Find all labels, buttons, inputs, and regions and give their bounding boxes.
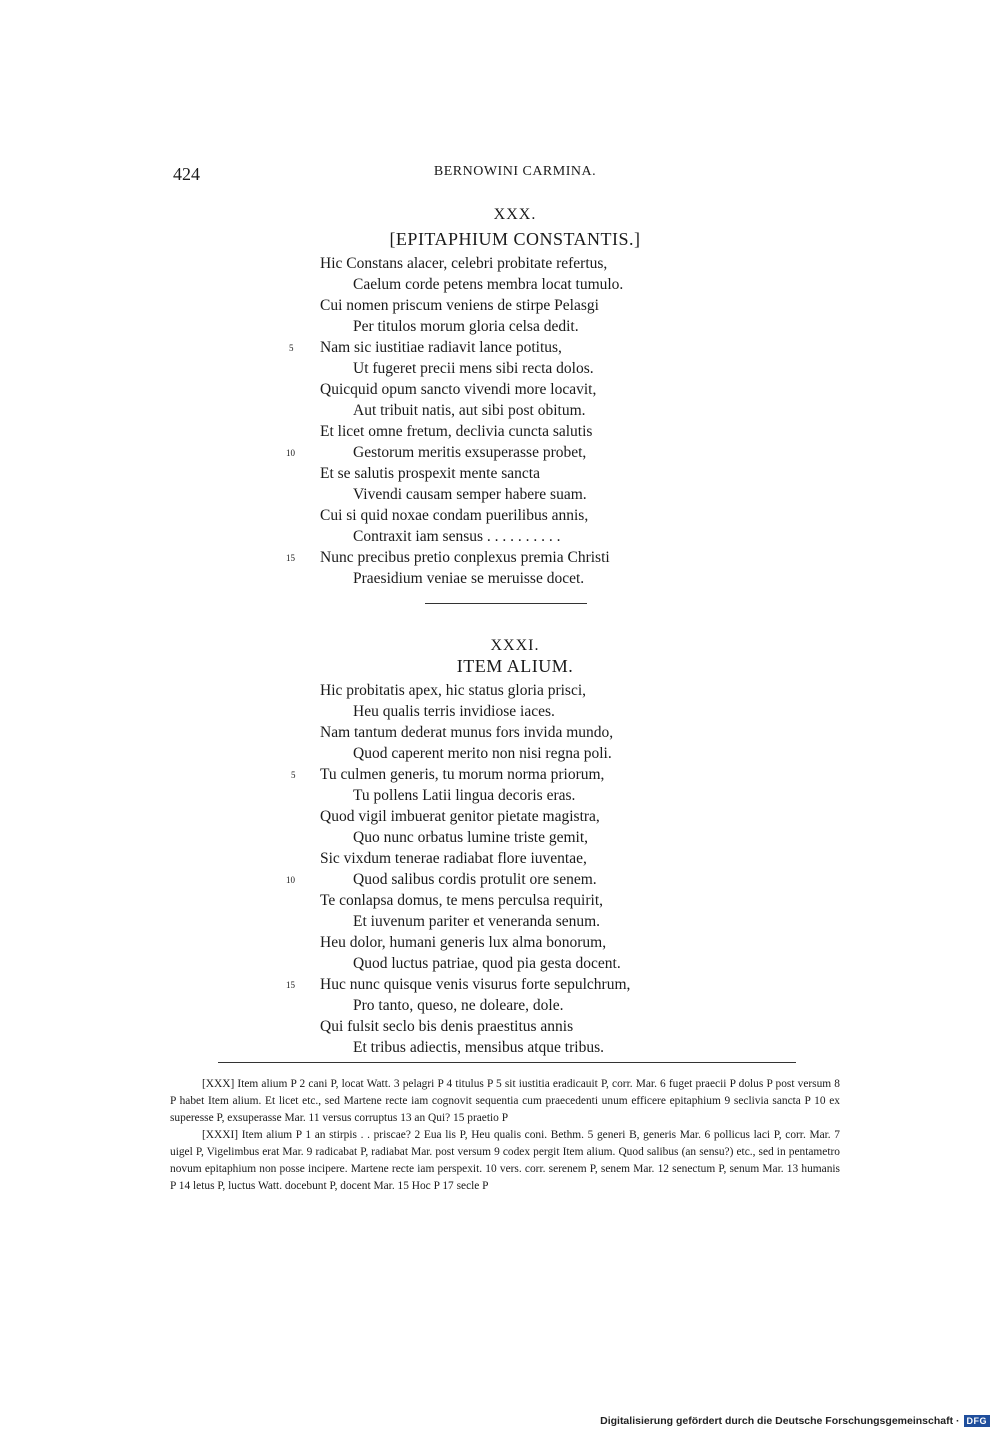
page-number: 424: [173, 164, 200, 184]
verse-line: Et se salutis prospexit mente sancta: [320, 465, 540, 482]
section-divider: [425, 603, 587, 604]
verse-line: Qui fulsit seclo bis denis praestitus annis: [320, 1018, 574, 1035]
verse-line: Ut fugeret precii mens sibi recta dolos.: [353, 360, 594, 377]
verse-line: Et iuvenum pariter et veneranda senum.: [353, 913, 601, 930]
line-marker: 15: [286, 980, 295, 990]
apparatus-note: [XXX] Item alium P 2 cani P, locat Watt. 3 pelagri P 4 titulus P 5 sit iustitia eradicauit P, corr. Mar. 6 fuget praecii P dolus P post versum 8 P habet Item alium. Et licet etc., sed Martene recte iam cognovit sequentia cum praecedenti unum efficere epitaphium 9 seclivia sancta P 10 ex superesse P, exsuperasse Mar. 11 versus corruptus 13 an Qui? 15 praetio P: [170, 1078, 840, 1124]
verse-line: Quod salibus cordis protulit ore senem.: [353, 871, 597, 888]
verse-line: Quo nunc orbatus lumine triste gemit,: [353, 829, 589, 846]
line-marker: 5: [291, 770, 296, 780]
line-marker: 15: [286, 553, 295, 563]
running-title: BERNOWINI CARMINA.: [433, 164, 597, 179]
verse-line: Contraxit iam sensus . . . . . . . . . .: [353, 528, 561, 545]
verse-line: Heu dolor, humani generis lux alma bonorum,: [320, 934, 607, 951]
line-marker: 10: [286, 448, 295, 458]
poem-title: ITEM ALIUM.: [456, 656, 574, 676]
verse-line: Quod luctus patriae, quod pia gesta docent.: [353, 955, 621, 972]
digitization-credit: [600, 1415, 990, 1427]
verse-line: Et tribus adiectis, mensibus atque tribus.: [353, 1039, 604, 1056]
verse-line: Hic Constans alacer, celebri probitate refertus,: [320, 255, 608, 272]
poem-title: [EPITAPHIUM CONSTANTIS.]: [389, 229, 641, 249]
verse-line: Tu culmen generis, tu morum norma priorum,: [320, 766, 605, 783]
verse-line: Te conlapsa domus, te mens perculsa requirit,: [320, 892, 603, 909]
verse-line: Gestorum meritis exsuperasse probet,: [353, 444, 587, 461]
verse-line: Sic vixdum tenerae radiabat flore iuventae,: [320, 850, 587, 867]
verse-line: Nunc precibus pretio conplexus premia Christi: [320, 549, 610, 566]
verse-line: Nam sic iustitiae radiavit lance potitus,: [320, 339, 562, 356]
verse-line: Quod vigil imbuerat genitor pietate magistra,: [320, 808, 600, 825]
verse-line: Aut tribuit natis, aut sibi post obitum.: [353, 402, 586, 419]
verse-line: Hic probitatis apex, hic status gloria prisci,: [320, 682, 587, 699]
verse-line: Vivendi causam semper habere suam.: [353, 486, 587, 503]
verse-line: Per titulos morum gloria celsa dedit.: [353, 318, 579, 335]
poem-number: XXXI.: [490, 637, 540, 654]
dfg-logo: DFG: [964, 1415, 991, 1427]
line-marker: 5: [289, 343, 294, 353]
critical-apparatus: [170, 1076, 840, 1195]
verse-line: Pro tanto, queso, ne doleare, dole.: [353, 997, 564, 1014]
verse-line: Et licet omne fretum, declivia cuncta salutis: [320, 423, 593, 440]
verse-line: Cui si quid noxae condam puerilibus annis,: [320, 507, 589, 524]
verse-line: Caelum corde petens membra locat tumulo.: [353, 276, 624, 293]
verse-line: Tu pollens Latii lingua decoris eras.: [353, 787, 576, 804]
verse-line: Quod caperent merito non nisi regna poli.: [353, 745, 612, 762]
poem-number: XXX.: [493, 206, 537, 223]
verse-line: Nam tantum dederat munus fors invida mundo,: [320, 724, 614, 741]
credit-text: Digitalisierung gefördert durch die Deutsche Forschungsgemeinschaft ·: [600, 1415, 960, 1427]
verse-line: Cui nomen priscum veniens de stirpe Pelasgi: [320, 297, 599, 314]
verse-line: Praesidium veniae se meruisse docet.: [353, 570, 585, 587]
apparatus-divider: [218, 1062, 796, 1063]
line-marker: 10: [286, 875, 295, 885]
verse-line: Quicquid opum sancto vivendi more locavit,: [320, 381, 597, 398]
verse-line: Huc nunc quisque venis visurus forte sepulchrum,: [320, 976, 631, 993]
verse-line: Heu qualis terris invidiose iaces.: [353, 703, 555, 720]
apparatus-note: [XXXI] Item alium P 1 an stirpis . . priscae? 2 Eua lis P, Heu qualis coni. Bethm. 5 generi B, generis Mar. 6 pollicus laci P, corr. Mar. 7 uigel P, Vigelimbus erat Mar. 9 radicabat P, radiabat Mar. post versum 9 codex pergit Item alium. Quod salibus (an sensu?) etc., sed in pentametro novum epitaphium non posse incipere. Martene recte iam perspexit. 10 vers. corr. serenem P, senem Mar. 12 senectum P, senum Mar. 13 humanis P 14 letus P, luctus Watt. docebunt P, docent Mar. 15 Hoc P 17 secle P: [170, 1129, 840, 1192]
